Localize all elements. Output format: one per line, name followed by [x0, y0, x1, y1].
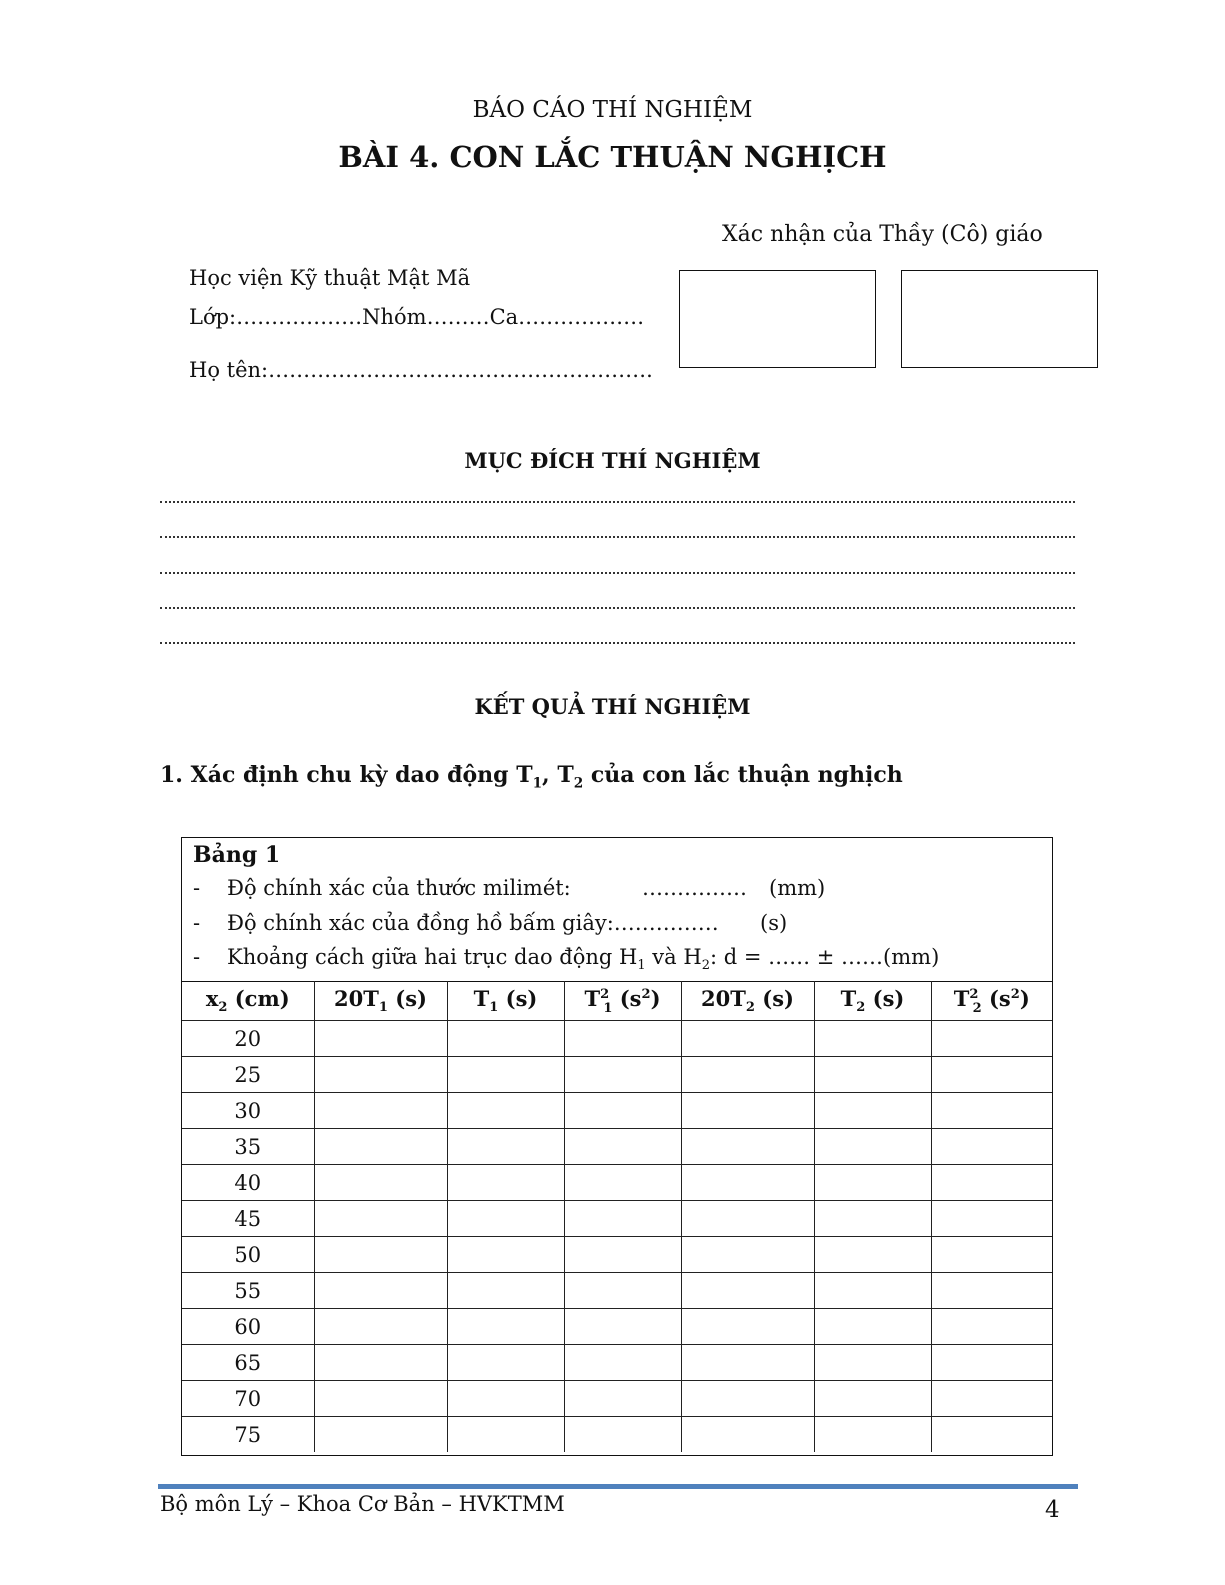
measurement-input-cell[interactable] — [314, 1273, 447, 1309]
measurement-input-cell[interactable] — [447, 1093, 564, 1129]
measurement-input-cell[interactable] — [681, 1129, 814, 1165]
measurement-input-cell[interactable] — [564, 1381, 681, 1417]
report-label: BÁO CÁO THÍ NGHIỆM — [472, 97, 753, 123]
measurement-input-cell[interactable] — [564, 1201, 681, 1237]
measurement-input-cell[interactable] — [564, 1165, 681, 1201]
measurement-input-cell[interactable] — [814, 1093, 931, 1129]
measurement-input-cell[interactable] — [931, 1345, 1052, 1381]
axis-distance-field[interactable]: Khoảng cách giữa hai trục dao động $H_1$ và $H_2$: d = …… ± ……(mm) — [227, 945, 940, 974]
measurement-input-cell[interactable] — [931, 1057, 1052, 1093]
measurement-input-cell[interactable] — [314, 1057, 447, 1093]
measurement-input-cell[interactable] — [564, 1273, 681, 1309]
table-header-row — [182, 982, 1052, 1021]
x2-value-cell: 25 — [182, 1057, 314, 1093]
measurement-input-cell[interactable] — [447, 1057, 564, 1093]
measurement-input-cell[interactable] — [314, 1237, 447, 1273]
measurement-input-cell[interactable] — [447, 1417, 564, 1453]
signature-box-1[interactable] — [679, 270, 876, 368]
col-header-20t2: $20T_2$ (s) — [681, 982, 814, 1021]
purpose-line[interactable] — [160, 499, 1075, 503]
col-header-t2-squared: $T^2_2$ $(s^2)$ — [931, 982, 1052, 1021]
table-row — [182, 1345, 1052, 1381]
measurement-input-cell[interactable] — [814, 1165, 931, 1201]
measurement-input-cell[interactable] — [447, 1129, 564, 1165]
table-row — [182, 1165, 1052, 1201]
measurement-input-cell[interactable] — [931, 1237, 1052, 1273]
measurement-input-cell[interactable] — [314, 1129, 447, 1165]
measurement-input-cell[interactable] — [814, 1201, 931, 1237]
measurement-input-cell[interactable] — [564, 1093, 681, 1129]
measurement-input-cell[interactable] — [681, 1309, 814, 1345]
ruler-precision-unit: (mm) — [769, 876, 826, 900]
table-row — [182, 1309, 1052, 1345]
table-1 — [181, 837, 1053, 1456]
measurement-input-cell[interactable] — [447, 1345, 564, 1381]
measurement-input-cell[interactable] — [814, 1129, 931, 1165]
x2-value-cell: 60 — [182, 1309, 314, 1345]
measurement-input-cell[interactable] — [681, 1381, 814, 1417]
stopwatch-precision-field[interactable]: Độ chính xác của đồng hồ bấm giây:…………… — [227, 911, 719, 935]
measurement-input-cell[interactable] — [681, 1021, 814, 1057]
measurement-input-cell[interactable] — [447, 1237, 564, 1273]
measurement-input-cell[interactable] — [447, 1201, 564, 1237]
measurement-input-cell[interactable] — [681, 1093, 814, 1129]
measurement-input-cell[interactable] — [931, 1093, 1052, 1129]
measurement-input-cell[interactable] — [314, 1021, 447, 1057]
col-header-20t1: $20T_1$ (s) — [314, 982, 447, 1021]
col-header-t2: $T_2$ (s) — [814, 982, 931, 1021]
teacher-confirm-label: Xác nhận của Thầy (Cô) giáo — [722, 222, 1043, 247]
measurement-input-cell[interactable] — [814, 1309, 931, 1345]
student-name-field[interactable]: Họ tên:………………………………………………. — [189, 358, 653, 382]
measurement-input-cell[interactable] — [447, 1381, 564, 1417]
measurement-input-cell[interactable] — [447, 1165, 564, 1201]
measurement-input-cell[interactable] — [931, 1129, 1052, 1165]
signature-box-2[interactable] — [901, 270, 1098, 368]
measurement-input-cell[interactable] — [314, 1093, 447, 1129]
measurement-input-cell[interactable] — [931, 1417, 1052, 1453]
measurement-input-cell[interactable] — [564, 1021, 681, 1057]
measurement-input-cell[interactable] — [814, 1273, 931, 1309]
measurement-input-cell[interactable] — [314, 1165, 447, 1201]
measurement-input-cell[interactable] — [314, 1345, 447, 1381]
purpose-line[interactable] — [160, 605, 1075, 609]
table-row — [182, 1057, 1052, 1093]
measurement-input-cell[interactable] — [931, 1309, 1052, 1345]
x2-value-cell: 35 — [182, 1129, 314, 1165]
measurement-input-cell[interactable] — [447, 1021, 564, 1057]
table-row — [182, 1093, 1052, 1129]
measurement-input-cell[interactable] — [314, 1201, 447, 1237]
question-1-title: 1. Xác định chu kỳ dao động $T_1$, $T_2$ của con lắc thuận nghịch — [160, 762, 903, 792]
x2-value-cell: 40 — [182, 1165, 314, 1201]
page-number: 4 — [1045, 1497, 1060, 1523]
measurement-input-cell[interactable] — [447, 1273, 564, 1309]
bullet-dash: - — [193, 911, 201, 935]
col-header-t1-squared: $T^2_1$ $(s^2)$ — [564, 982, 681, 1021]
class-group-shift-field[interactable]: Lớp:………………Nhóm………Ca……………… — [189, 305, 645, 329]
bullet-dash: - — [193, 945, 201, 969]
results-title: KẾT QUẢ THÍ NGHIỆM — [474, 694, 751, 719]
measurement-input-cell[interactable] — [814, 1345, 931, 1381]
ruler-precision-value[interactable]: …………… — [642, 876, 747, 900]
measurement-input-cell[interactable] — [681, 1417, 814, 1453]
x2-value-cell: 55 — [182, 1273, 314, 1309]
measurement-input-cell[interactable] — [681, 1057, 814, 1093]
measurement-input-cell[interactable] — [681, 1273, 814, 1309]
measurement-input-cell[interactable] — [931, 1381, 1052, 1417]
footer-department: Bộ môn Lý – Khoa Cơ Bản – HVKTMM — [160, 1492, 565, 1516]
school-name: Học viện Kỹ thuật Mật Mã — [189, 266, 471, 290]
stopwatch-precision-unit: (s) — [760, 911, 788, 935]
measurement-input-cell[interactable] — [681, 1237, 814, 1273]
measurement-input-cell[interactable] — [931, 1273, 1052, 1309]
table-row — [182, 1021, 1052, 1057]
purpose-line[interactable] — [160, 640, 1075, 644]
col-header-x2: $x_2$ (cm) — [182, 982, 314, 1021]
measurement-input-cell[interactable] — [681, 1165, 814, 1201]
ruler-precision-label: Độ chính xác của thước milimét: — [227, 876, 571, 900]
measurement-input-cell[interactable] — [814, 1237, 931, 1273]
purpose-line[interactable] — [160, 534, 1075, 538]
measurement-input-cell[interactable] — [564, 1309, 681, 1345]
report-title: BÀI 4. CON LẮC THUẬN NGHỊCH — [338, 140, 887, 174]
col-header-t1: $T_1$ (s) — [447, 982, 564, 1021]
table-row — [182, 1273, 1052, 1309]
purpose-line[interactable] — [160, 570, 1075, 574]
measurement-input-cell[interactable] — [931, 1201, 1052, 1237]
x2-value-cell: 20 — [182, 1021, 314, 1057]
x2-value-cell: 65 — [182, 1345, 314, 1381]
measurement-input-cell[interactable] — [564, 1237, 681, 1273]
measurement-input-cell[interactable] — [814, 1417, 931, 1453]
measurement-input-cell[interactable] — [814, 1057, 931, 1093]
table-row — [182, 1417, 1052, 1453]
measurement-input-cell[interactable] — [814, 1021, 931, 1057]
table-row — [182, 1201, 1052, 1237]
measurement-input-cell[interactable] — [681, 1345, 814, 1381]
x2-value-cell: 30 — [182, 1093, 314, 1129]
measurement-input-cell[interactable] — [931, 1021, 1052, 1057]
measurement-input-cell[interactable] — [814, 1381, 931, 1417]
table-row — [182, 1381, 1052, 1417]
bullet-dash: - — [193, 876, 201, 900]
measurement-input-cell[interactable] — [564, 1345, 681, 1381]
x2-value-cell: 75 — [182, 1417, 314, 1453]
measurement-input-cell[interactable] — [314, 1309, 447, 1345]
table-1-header — [182, 838, 1052, 981]
measurement-input-cell[interactable] — [447, 1309, 564, 1345]
measurement-input-cell[interactable] — [681, 1201, 814, 1237]
measurement-input-cell[interactable] — [931, 1165, 1052, 1201]
measurement-input-cell[interactable] — [564, 1129, 681, 1165]
x2-value-cell: 50 — [182, 1237, 314, 1273]
measurement-input-cell[interactable] — [564, 1057, 681, 1093]
purpose-title: MỤC ĐÍCH THÍ NGHIỆM — [464, 448, 761, 473]
table-row — [182, 1237, 1052, 1273]
measurement-input-cell[interactable] — [314, 1381, 447, 1417]
period-data-table — [182, 981, 1052, 1452]
measurement-input-cell[interactable] — [564, 1417, 681, 1453]
x2-value-cell: 70 — [182, 1381, 314, 1417]
table-row — [182, 1129, 1052, 1165]
measurement-input-cell[interactable] — [314, 1417, 447, 1453]
table-1-caption: Bảng 1 — [193, 842, 281, 868]
x2-value-cell: 45 — [182, 1201, 314, 1237]
footer-rule — [158, 1484, 1078, 1489]
